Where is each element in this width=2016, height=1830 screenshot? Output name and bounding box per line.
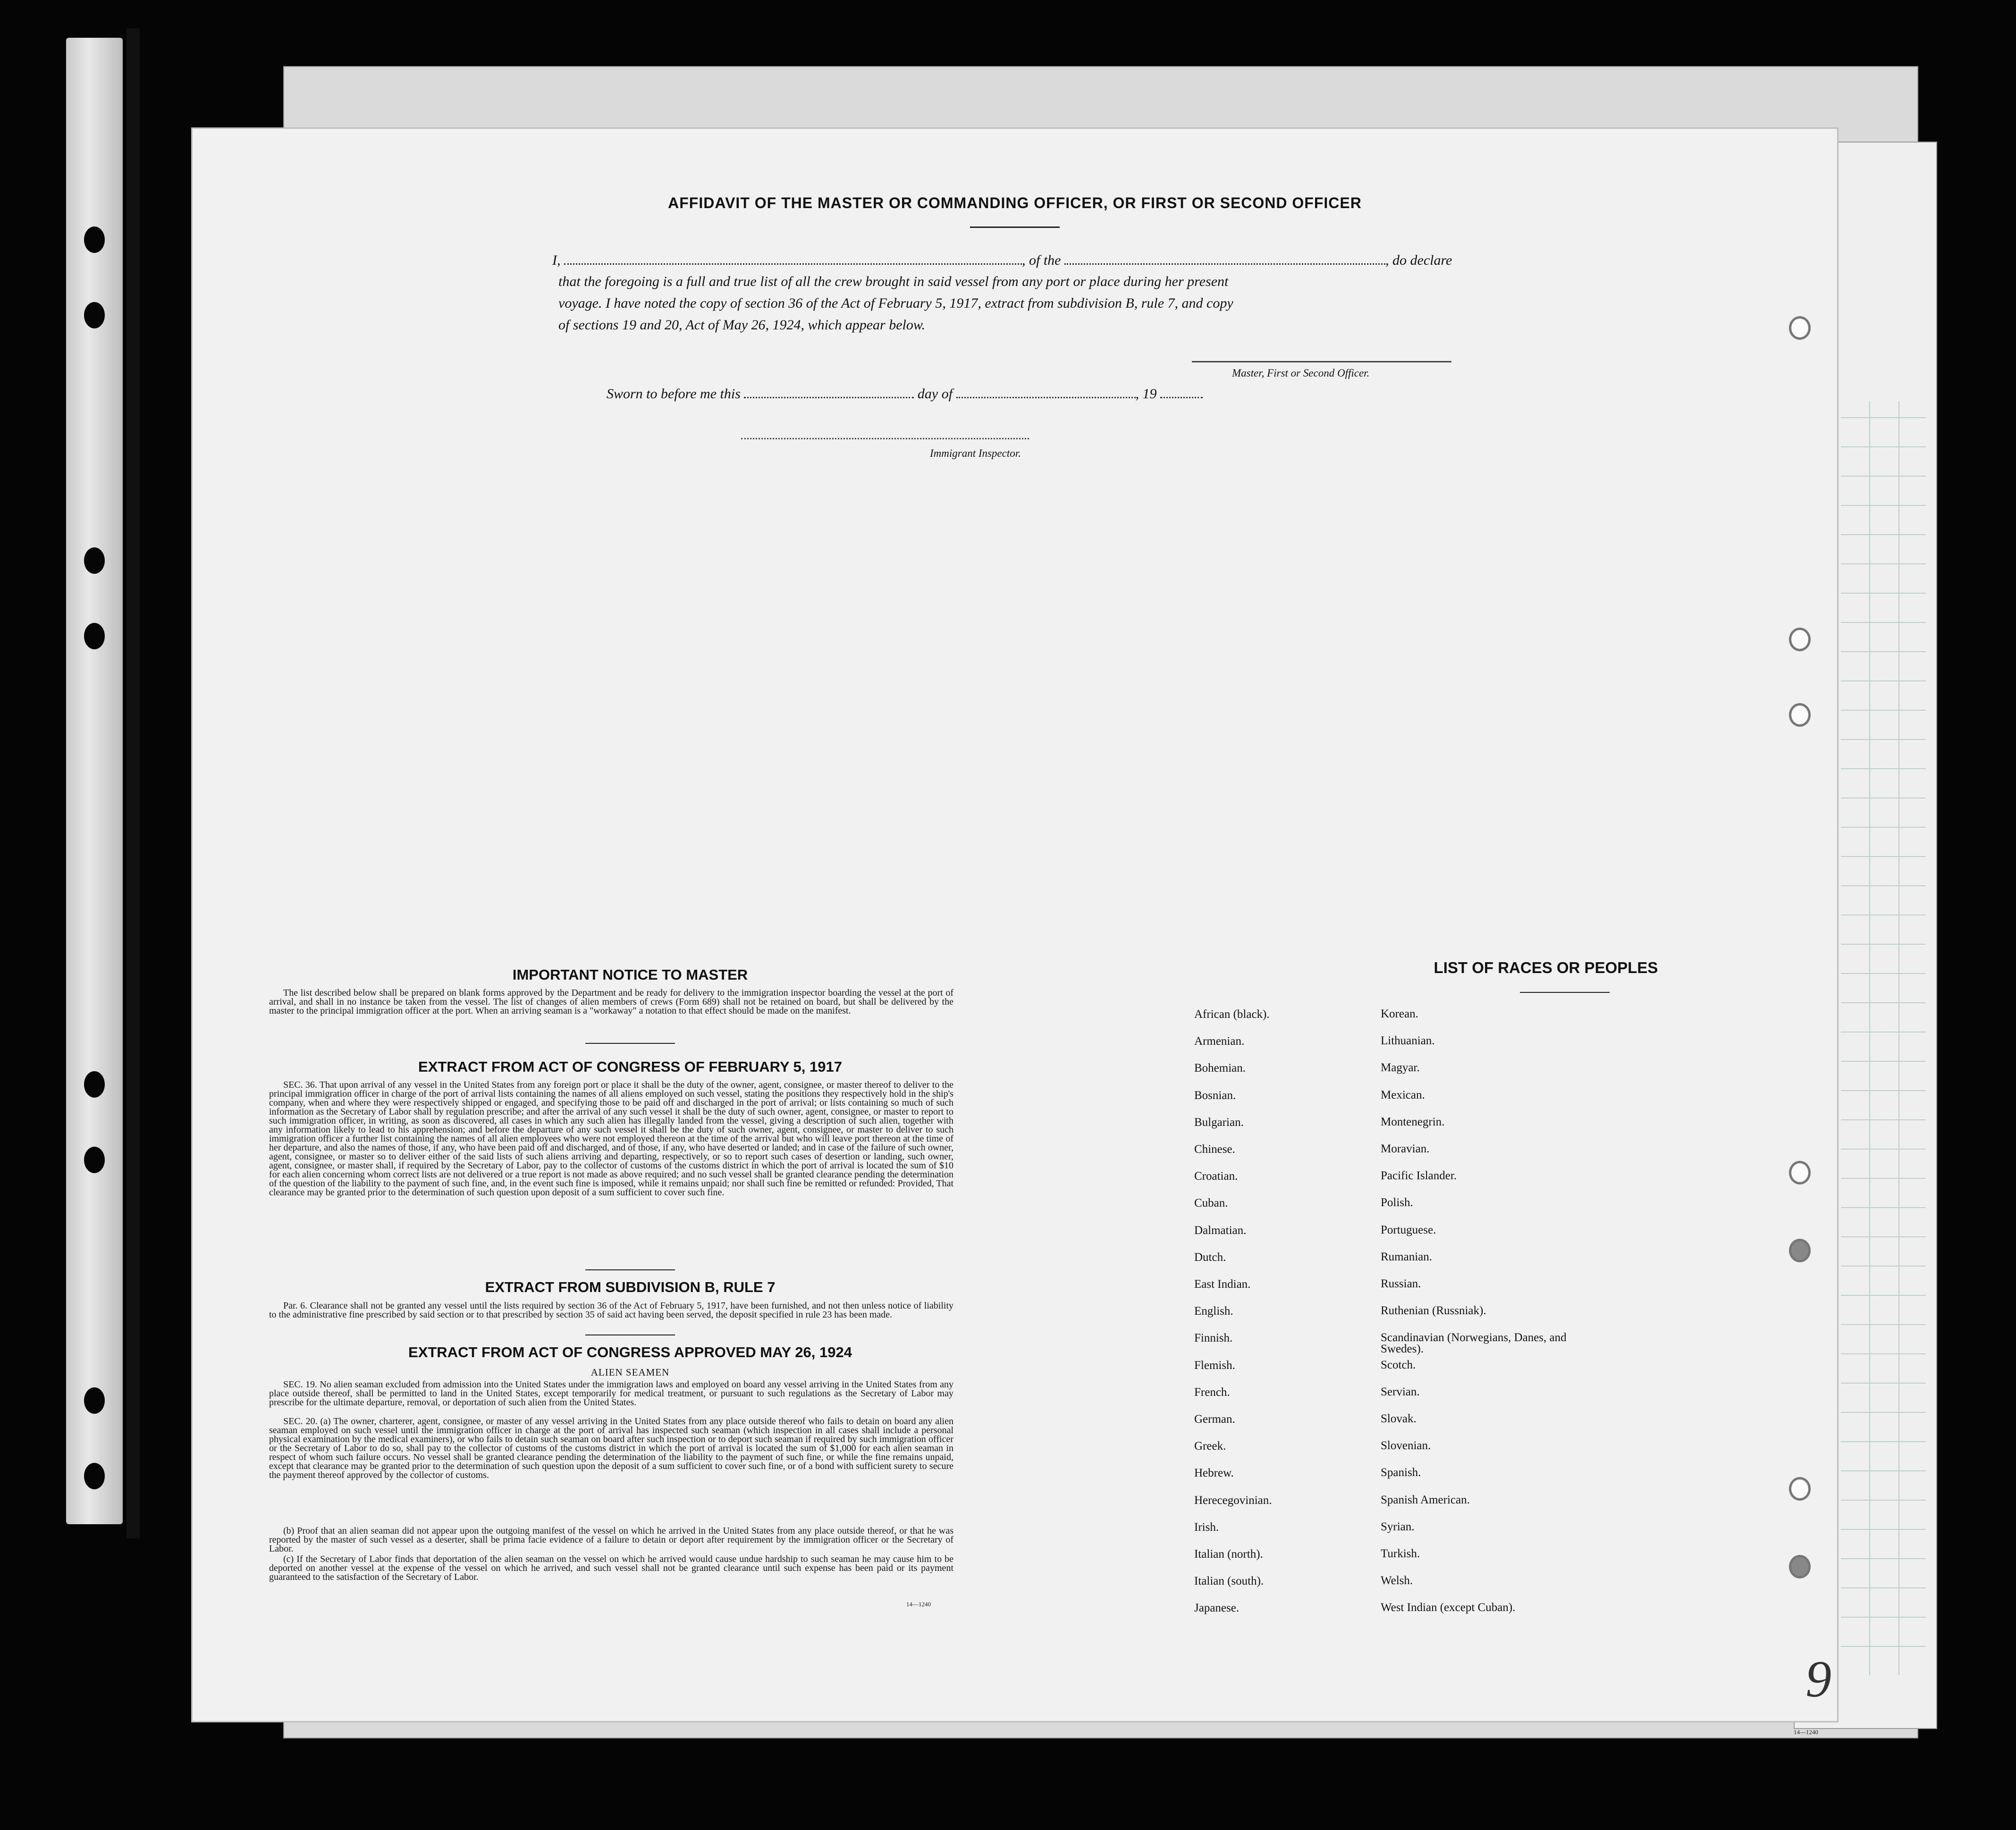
race-item: Hebrew.: [1194, 1467, 1234, 1480]
race-item: East Indian.: [1194, 1278, 1251, 1291]
declarant-name-field[interactable]: [564, 263, 1022, 265]
notice-title: IMPORTANT NOTICE TO MASTER: [512, 966, 748, 983]
race-item: Scandinavian (Norwegians, Danes, and Swedes).: [1381, 1331, 1567, 1356]
binder-ring: [1789, 1477, 1811, 1501]
race-item: Portuguese.: [1381, 1223, 1436, 1236]
binder-hole: [84, 1387, 105, 1414]
extract-1917-title: EXTRACT FROM ACT OF CONGRESS OF FEBRUARY 5, 1917: [418, 1058, 842, 1075]
race-item: German.: [1194, 1413, 1235, 1426]
race-item: Bohemian.: [1194, 1062, 1246, 1075]
binder-hole: [84, 227, 105, 253]
race-item: French.: [1194, 1385, 1230, 1399]
sworn-year-prefix: , 19: [1135, 386, 1157, 402]
binder-hole: [84, 1147, 105, 1173]
form-number: 14—1240: [906, 1601, 931, 1608]
races-title: LIST OF RACES OR PEOPLES: [1434, 959, 1658, 976]
declaration-line-2: that the foregoing is a full and true list of all the crew brought in said vessel from any port or place during her present: [558, 274, 1229, 289]
affidavit-title: AFFIDAVIT OF THE MASTER OR COMMANDING OFFICER, OR FIRST OR SECOND OFFICER: [668, 194, 1362, 211]
race-item: Croatian.: [1194, 1170, 1238, 1183]
binder-hole: [84, 302, 105, 328]
binder-ring: [1789, 1161, 1811, 1184]
race-item: Russian.: [1381, 1277, 1421, 1290]
binder-ring: [1789, 1555, 1811, 1578]
divider: [970, 227, 1060, 228]
race-item: Cuban.: [1194, 1197, 1228, 1210]
extract-1917-text: SEC. 36. That upon arrival of any vessel in the United States from any foreign port or place it shall be the duty of the owner, agent, consignee, or master thereof to deliver to the principal immigration officer in charge of the port of arrival lists containing the names of all aliens employed on such vessel, stating the positions they respectively hold in the ship's company, when and where they were respectively shipped or engaged, and specifying those to be paid off and discharged in the port of arrival; or lists containing so much of such information as the Secretary of Labor shall by regulation prescribe; and after the arrival of any such vessel it shall be the duty of such owner, agent, consignee, or master to report to such immigration officer, in writing, as soon as discovered, all cases in which any such alien has illegally landed from the vessel, giving a description of such alien, together with any information likely to lead to his apprehension; and before the departure of any such vessel it shall be the duty of such owner, agent, consignee, or master to deliver to such immigration officer a further list containing the names of all alien employees who were not employed thereon at the time of the arrival but who will leave port thereon at the time of her departure, and also the names of those, if any, who have been paid off and discharged, and of those, if any, who have deserted or landed; and in case of the failure of such owner, agent, consignee, or master so to deliver either of the said lists of such aliens arriving and departing, respectively, or so to report such cases of desertion or landing, such owner, agent, consignee, or master shall, if required by the Secretary of Labor, pay to the collector of customs of the customs district in which the port of arrival is located the sum of $10 for each alien concerning whom correct lists are not delivered or a true report is not made as above required; and no such vessel shall be granted clearance pending the determination of the question of the liability to the payment of such fine, and, in the event such fine is imposed, while it remains unpaid; nor shall such fine be remitted or refunded: Provided, That clearance may be granted prior to the determination of such question upon deposit of a sum sufficient to cover such fine.: [269, 1080, 953, 1198]
binder-ring: [1789, 628, 1811, 651]
race-item: Mexican.: [1381, 1088, 1425, 1101]
race-item: Flemish.: [1194, 1359, 1235, 1372]
race-item: Welsh.: [1381, 1574, 1413, 1587]
binder-strip: [66, 38, 123, 1524]
margin-mark: 9: [1805, 1650, 1831, 1708]
race-item: English.: [1194, 1305, 1233, 1318]
extract-rule7-title: EXTRACT FROM SUBDIVISION B, RULE 7: [485, 1279, 776, 1295]
corner-form-number: 14—1240: [1794, 1729, 1818, 1736]
race-item: Servian.: [1381, 1385, 1420, 1398]
race-item: Italian (south).: [1194, 1575, 1264, 1588]
race-item: Turkish.: [1381, 1547, 1420, 1560]
race-item: Finnish.: [1194, 1332, 1233, 1345]
race-item: Magyar.: [1381, 1061, 1420, 1074]
inspector-signature-caption: Immigrant Inspector.: [930, 447, 1021, 459]
sworn-year-field[interactable]: [1160, 397, 1203, 398]
master-signature-line[interactable]: [1192, 361, 1451, 362]
affidavit-page: [191, 127, 1839, 1736]
sworn-day-of-label: day of: [917, 386, 953, 402]
binder-hole: [84, 547, 105, 574]
binder-hole: [84, 1463, 105, 1489]
declaration-line-4: of sections 19 and 20, Act of May 26, 1924, which appear below.: [558, 317, 926, 333]
vessel-name-field[interactable]: [1064, 263, 1385, 265]
race-item: Syrian.: [1381, 1520, 1415, 1533]
binder-ring: [1789, 703, 1811, 727]
extract-1924-sec20b: (b) Proof that an alien seaman did not appear upon the outgoing manifest of the vessel on which he arrived in the United States from any place outside thereof, or that he was reported by the master of such vessel as a deserter, shall be prima facie evidence of a failure to detain or deport after requirement by the immigration officer or the Secretary of Labor.: [269, 1526, 953, 1554]
race-item: Rumanian.: [1381, 1250, 1433, 1263]
sworn-day-field[interactable]: [744, 397, 914, 398]
race-item: Bosnian.: [1194, 1089, 1236, 1102]
sworn-line: [607, 386, 1203, 402]
race-item: Slovenian.: [1381, 1439, 1431, 1452]
race-item: Greek.: [1194, 1440, 1226, 1453]
of-the-label: , of the: [1022, 252, 1061, 268]
declarant-prefix: I,: [552, 252, 561, 268]
do-declare-label: , do declare: [1385, 252, 1452, 268]
race-item: Japanese.: [1194, 1602, 1240, 1615]
underlying-grid: [1841, 401, 1926, 1675]
race-item: Montenegrin.: [1381, 1115, 1445, 1128]
inspector-signature-line[interactable]: [741, 438, 1029, 439]
extract-rule7-text: Par. 6. Clearance shall not be granted any vessel until the lists required by section 36 of the Act of February 5, 1917, have been furnished, and not then unless notice of liability to the administrative fine prescribed by said section or to that prescribed by section 35 of said act having been served, the deposit specified in rule 23 has been made.: [269, 1301, 953, 1320]
divider: [585, 1043, 675, 1044]
extract-1924-sec20c: (c) If the Secretary of Labor finds that deportation of the alien seaman on the vessel on which he arrived would cause undue hardship to such seaman he may cause him to be deported on another vessel at the expense of the vessel on which he arrived, and such vessel shall not be granted clearance until such expense has been paid or its payment guaranteed to the satisfaction of the Secretary of Labor.: [269, 1554, 953, 1582]
race-item: Chinese.: [1194, 1143, 1235, 1156]
race-item: Italian (north).: [1194, 1548, 1263, 1561]
race-item: Polish.: [1381, 1196, 1413, 1209]
declaration-line-1: [552, 252, 1452, 269]
race-item: Dutch.: [1194, 1251, 1226, 1264]
extract-1924-sec19: SEC. 19. No alien seaman excluded from admission into the United States under the immigration laws and employed on board any vessel arriving in the United States from any place outside thereof, shall be permitted to land in the United States, except temporarily for medical treatment, or pursuant to such regulations as the Secretary of Labor may prescribe for the ultimate departure, removal, or deportation of such alien from the United States.: [269, 1379, 953, 1408]
race-item: Korean.: [1381, 1007, 1418, 1020]
binder-ring: [1789, 316, 1811, 340]
race-item: Slovak.: [1381, 1412, 1417, 1425]
binder-hole: [84, 623, 105, 649]
declaration-line-3: voyage. I have noted the copy of section 36 of the Act of February 5, 1917, extract from subdivision B, rule 7, and copy: [558, 295, 1233, 311]
race-item: African (black).: [1194, 1008, 1270, 1021]
binder-ring: [1789, 1239, 1811, 1262]
race-item: Armenian.: [1194, 1035, 1245, 1048]
race-item: Herecegovinian.: [1194, 1494, 1272, 1507]
race-item: Bulgarian.: [1194, 1116, 1244, 1129]
binder-hole: [84, 1071, 105, 1098]
race-item: Pacific Islander.: [1381, 1169, 1457, 1183]
race-item: Lithuanian.: [1381, 1034, 1435, 1048]
master-signature-caption: Master, First or Second Officer.: [1232, 367, 1370, 379]
extract-1924-title: EXTRACT FROM ACT OF CONGRESS APPROVED MAY 26, 1924: [408, 1344, 852, 1360]
race-item: West Indian (except Cuban).: [1381, 1601, 1516, 1614]
race-item: Spanish American.: [1381, 1493, 1470, 1506]
divider: [585, 1269, 675, 1270]
divider: [1520, 992, 1610, 993]
notice-text: The list described below shall be prepared on blank forms approved by the Department and be ready for delivery to the immigration inspector boarding the vessel at the port of arrival, and shall in no instance be taken from the vessel. The list of changes of alien members of crews (Form 689) shall not be retained on board, but shall be delivered by the master to the principal immigration officer at the port. When an arriving seaman is a "workaway" a notation to that effect should be made on the manifest.: [269, 988, 953, 1016]
race-item: Moravian.: [1381, 1142, 1430, 1155]
race-item: Ruthenian (Russniak).: [1381, 1304, 1486, 1318]
sworn-prefix: Sworn to before me this: [607, 386, 741, 402]
extract-1924-sec20a: SEC. 20. (a) The owner, charterer, agent, consignee, or master of any vessel arriving in the United States from any place outside thereof who fails to detain on board any alien seaman employed on such vessel until the immigration officer in charge at the port of arrival has inspected such seaman (which inspection in all cases shall include a personal physical examination by the medical examiners), or who fails to detain such seaman on board after such inspection or to deport such seaman if required by such immigration officer or the Secretary of Labor to do so, shall pay to the collector of customs of the customs district in which the port of arrival is located the sum of $1,000 for each alien seaman in respect of whom such failure occurs. No vessel shall be granted clearance pending the determination of the liability to the payment of such fine, or while the fine remains unpaid, except that clearance may be granted prior to the determination of such question upon the deposit of a sum sufficient to cover such fine, or of a bond with sufficient surety to secure the payment thereof approved by the collector of customs.: [269, 1416, 953, 1480]
race-item: Dalmatian.: [1194, 1224, 1247, 1237]
race-item: Spanish.: [1381, 1466, 1421, 1479]
sworn-month-field[interactable]: [956, 397, 1136, 398]
alien-seamen-subtitle: ALIEN SEAMEN: [590, 1367, 670, 1378]
race-item: Scotch.: [1381, 1358, 1416, 1371]
binder-shadow: [127, 28, 140, 1538]
race-item: Irish.: [1194, 1520, 1219, 1534]
